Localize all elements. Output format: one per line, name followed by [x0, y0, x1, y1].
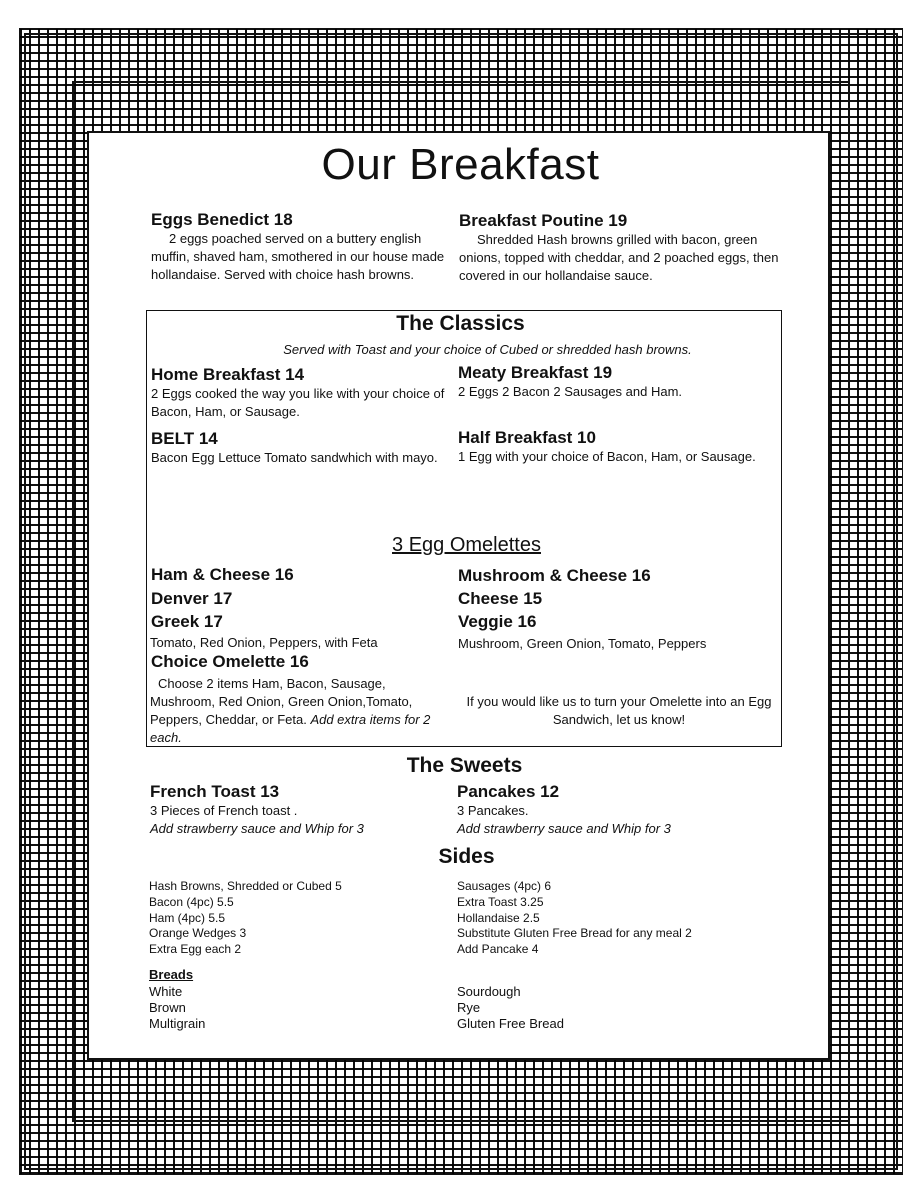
omelette-cheese: Cheese 15	[458, 589, 543, 608]
omelette-denver: Denver 17	[151, 589, 233, 608]
bread-item: Brown	[149, 1000, 186, 1015]
item-desc: 2 eggs poached served on a buttery english muffin, shaved ham, smothered in our house made hollandaise. Served with choice hash browns.	[151, 231, 445, 282]
featured-item-breakfast-poutine	[459, 211, 784, 285]
choice-desc-text: Choose 2 items Ham, Bacon, Sausage, Mushroom, Red Onion, Green Onion,Tomato, Peppers, Cheddar, or Feta.	[150, 676, 413, 727]
item-name: Pancakes 12	[457, 782, 560, 801]
sweet-item-pancakes	[457, 782, 757, 838]
item-add: Add strawberry sauce and Whip for 3	[457, 821, 671, 836]
bread-item: Rye	[457, 1000, 481, 1015]
item-add: Add strawberry sauce and Whip for 3	[150, 821, 364, 836]
omelette-choice-desc	[150, 675, 445, 747]
item-desc: 1 Egg with your choice of Bacon, Ham, or Sausage.	[458, 449, 756, 464]
side-item: Sausages (4pc) 6	[457, 879, 552, 893]
choice-extra-text: Add extra items for 2 each.	[150, 712, 431, 745]
breads-right-list	[457, 984, 564, 1032]
side-item: Bacon (4pc) 5.5	[149, 894, 234, 909]
classics-subtitle: Served with Toast and your choice of Cubed or shredded hash browns.	[283, 342, 692, 357]
omelette-veggie-desc: Mushroom, Green Onion, Tomato, Peppers	[458, 636, 707, 651]
item-name: Eggs Benedict 18	[151, 210, 293, 229]
side-item: Hollandaise 2.5	[457, 910, 540, 925]
bread-item: Gluten Free Bread	[457, 1016, 564, 1031]
item-desc: Shredded Hash browns grilled with bacon, green onions, topped with cheddar, and 2 poached eggs, then covered in our hollandaise sauce.	[459, 232, 779, 283]
omelettes-title: 3 Egg Omelettes	[392, 534, 541, 556]
bread-item: White	[149, 984, 183, 999]
sides-right-list	[457, 879, 692, 958]
sweets-title: The Sweets	[406, 754, 523, 777]
egg-sandwich-note: If you would like us to turn your Omelette into an Egg Sandwich, let us know!	[466, 694, 772, 727]
classic-item-meaty-breakfast	[458, 363, 778, 401]
bread-item: Multigrain	[149, 1016, 206, 1031]
side-item: Extra Egg each 2	[149, 942, 242, 957]
classic-item-home-breakfast	[151, 365, 453, 421]
omelette-greek: Greek 17	[151, 612, 223, 631]
classics-title: The Classics	[396, 312, 525, 335]
side-item: Add Pancake 4	[457, 942, 539, 957]
side-item: Ham (4pc) 5.5	[149, 910, 226, 925]
breads-left-list	[149, 984, 205, 1032]
sides-left-list	[149, 879, 342, 958]
item-desc: 3 Pancakes.	[457, 803, 529, 818]
item-desc: 2 Eggs cooked the way you like with your choice of Bacon, Ham, or Sausage.	[151, 386, 445, 419]
omelette-ham-cheese: Ham & Cheese 16	[151, 565, 294, 584]
item-name: Half Breakfast 10	[458, 428, 596, 447]
item-name: Home Breakfast 14	[151, 365, 305, 384]
item-desc: Bacon Egg Lettuce Tomato sandwhich with mayo.	[151, 450, 438, 465]
sides-title: Sides	[438, 845, 495, 868]
bread-item: Sourdough	[457, 984, 521, 999]
featured-item-eggs-benedict	[151, 210, 451, 284]
side-item: Hash Browns, Shredded or Cubed 5	[149, 879, 342, 893]
classic-item-half-breakfast	[458, 428, 780, 466]
item-name: Meaty Breakfast 19	[458, 363, 613, 382]
side-item: Substitute Gluten Free Bread for any meal 2	[457, 926, 692, 941]
item-name: BELT 14	[151, 429, 218, 448]
item-name: Breakfast Poutine 19	[459, 211, 628, 230]
sweet-item-french-toast	[150, 782, 450, 838]
side-item: Extra Toast 3.25	[457, 894, 544, 909]
classic-item-belt	[151, 429, 441, 467]
side-item: Orange Wedges 3	[149, 926, 247, 941]
item-desc: 3 Pieces of French toast .	[150, 803, 298, 818]
page-title: Our Breakfast	[321, 140, 600, 189]
omelette-choice: Choice Omelette 16	[151, 652, 309, 671]
omelette-veggie: Veggie 16	[458, 612, 537, 631]
breads-title: Breads	[149, 967, 194, 982]
omelette-greek-desc: Tomato, Red Onion, Peppers, with Feta	[150, 635, 378, 650]
omelette-mushroom-cheese: Mushroom & Cheese 16	[458, 566, 651, 585]
item-name: French Toast 13	[150, 782, 280, 801]
item-desc: 2 Eggs 2 Bacon 2 Sausages and Ham.	[458, 384, 683, 399]
